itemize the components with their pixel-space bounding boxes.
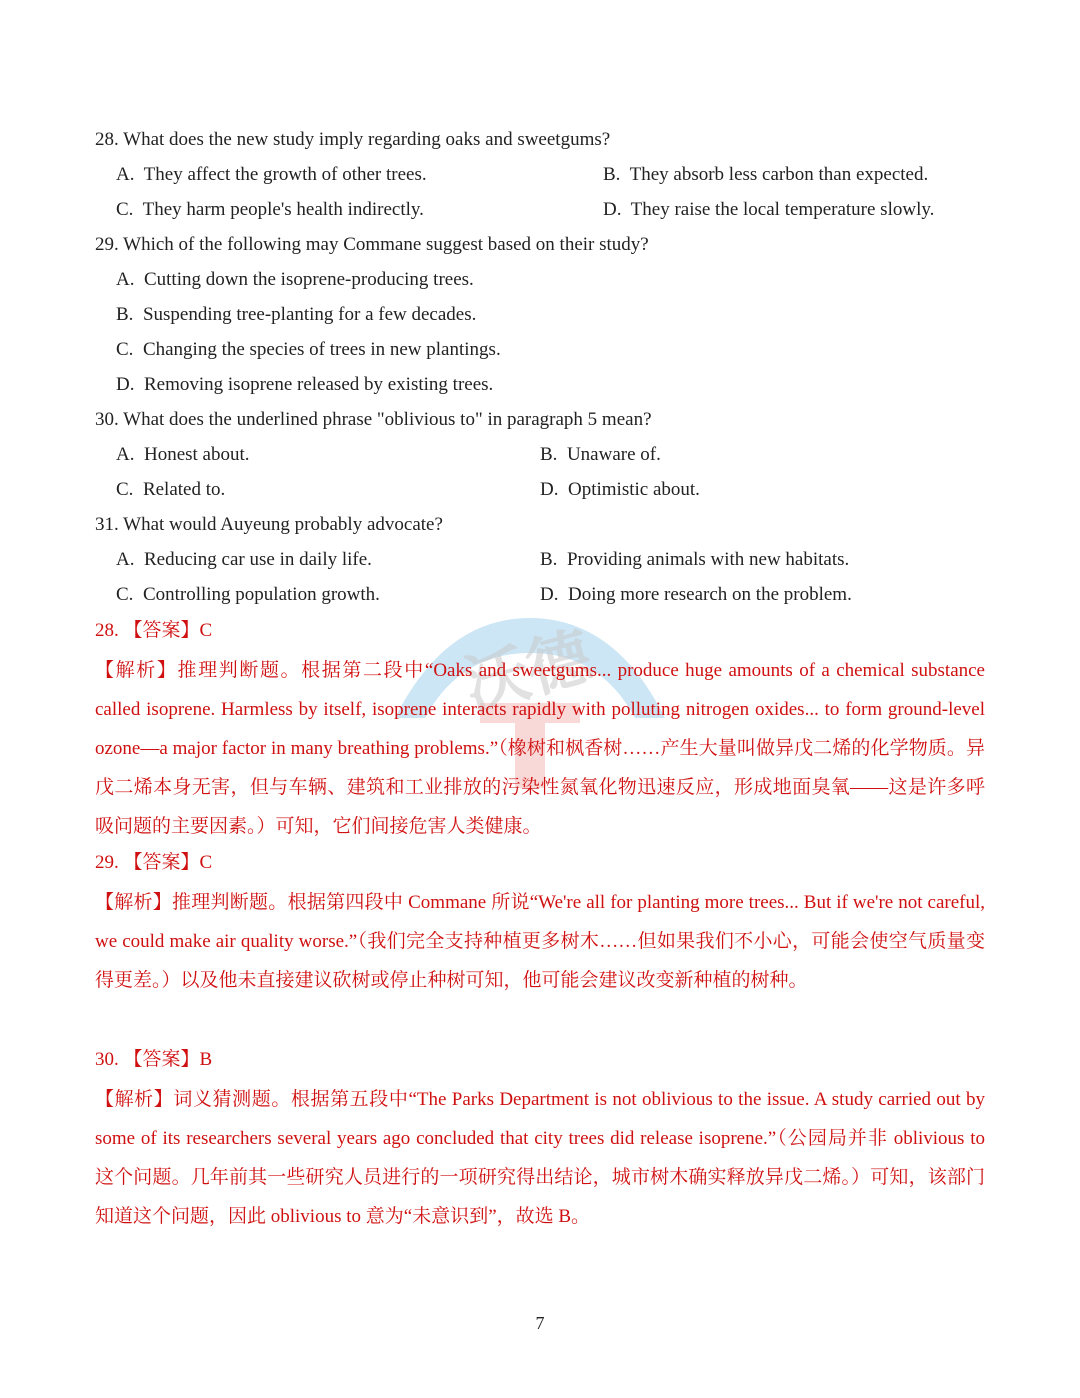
question-30-option-c: C. Related to. (116, 479, 226, 500)
watermark-text: 沃德 (457, 619, 600, 725)
question-29-option-d: D. Removing isoprene released by existing trees. (116, 374, 494, 395)
question-29-option-a: A. Cutting down the isoprene-producing trees. (116, 269, 474, 290)
question-31-option-d: D. Doing more research on the problem. (540, 584, 852, 605)
question-30-option-d: D. Optimistic about. (540, 479, 700, 500)
question-29-option-c: C. Changing the species of trees in new plantings. (116, 339, 501, 360)
question-31-option-a: A. Reducing car use in daily life. (116, 549, 372, 570)
answer-29-head: 29. 【答案】C (95, 852, 213, 873)
question-28-stem: 28. What does the new study imply regarding oaks and sweetgums? (95, 129, 611, 150)
answer-28-analysis: 【解析】推理判断题。根据第二段中“Oaks and sweetgums... produce huge amounts of a chemical substance called isoprene. Harmless by itself, isoprene interacts rapidly with polluting nitrogen oxides... to form ground-level ozone—a major factor in many breathing problems.”（橡树和枫香树……产生大量叫做异戊二烯的化学物质。异戊二烯本身无害，但与车辆、建筑和工业排放的污染性氮氧化物迅速反应，形成地面臭氧——这是许多呼吸问题的主要因素。）可知，它们间接危害人类健康。 (95, 660, 985, 837)
question-30-option-b: B. Unaware of. (540, 444, 661, 465)
question-28-option-a: A. They affect the growth of other trees. (116, 164, 427, 185)
page-number: 7 (535, 1313, 545, 1333)
question-28-option-c: C. They harm people's health indirectly. (116, 199, 424, 220)
question-30-option-a: A. Honest about. (116, 444, 250, 465)
question-29-stem: 29. Which of the following may Commane suggest based on their study? (95, 234, 649, 255)
question-28-option-d: D. They raise the local temperature slowly. (603, 199, 935, 220)
answer-30-head: 30. 【答案】B (95, 1049, 213, 1070)
question-31-option-c: C. Controlling population growth. (116, 584, 380, 605)
answer-29-analysis: 【解析】推理判断题。根据第四段中 Commane 所说“We're all for planting more trees... But if we're not careful, we could make air quality worse.”（我们完全支持种植更多树木……但如果我们不小心，可能会使空气质量变得更差。）以及他未直接建议砍树或停止种树可知，他可能会建议改变新种植的树种。 (95, 892, 985, 991)
question-29-option-b: B. Suspending tree-planting for a few decades. (116, 304, 477, 325)
question-28-option-b: B. They absorb less carbon than expected. (603, 164, 929, 185)
answer-28-head: 28. 【答案】C (95, 620, 213, 641)
answer-30-analysis: 【解析】词义猜测题。根据第五段中“The Parks Department is not oblivious to the issue. A study carried out by some of its researchers several years ago concluded that city trees did release isoprene.”（公园局并非 oblivious to 这个问题。几年前其一些研究人员进行的一项研究得出结论，城市树木确实释放异戊二烯。）可知，该部门知道这个问题，因此 oblivious to 意为“未意识到”，故选 B。 (95, 1089, 985, 1227)
question-31-option-b: B. Providing animals with new habitats. (540, 549, 850, 570)
question-30-stem: 30. What does the underlined phrase "oblivious to" in paragraph 5 mean? (95, 409, 652, 430)
question-31-stem: 31. What would Auyeung probably advocate? (95, 514, 443, 535)
